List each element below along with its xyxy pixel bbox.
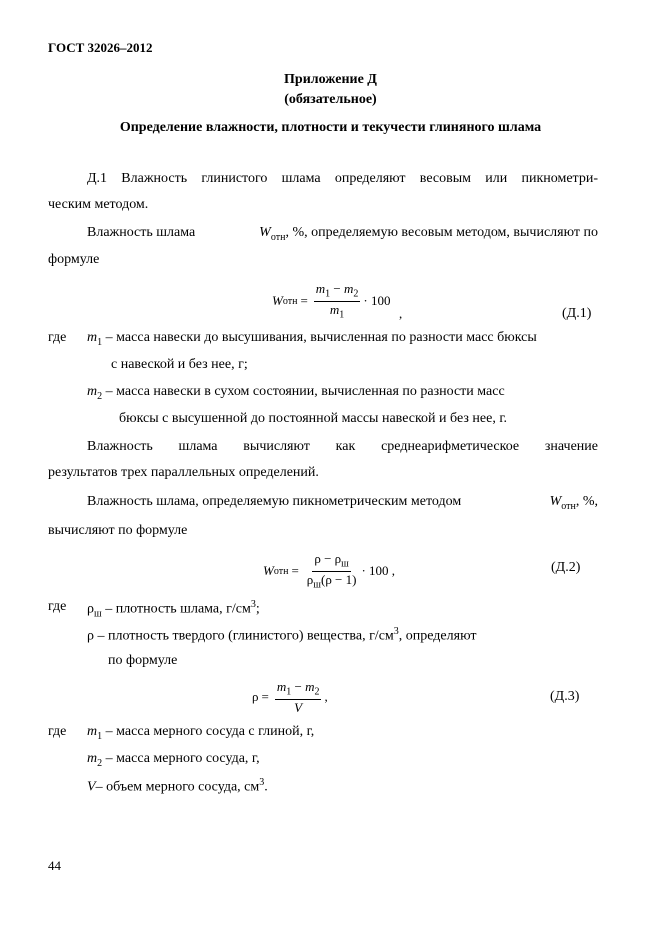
where3-item1: $m_1$ – масса мерного сосуда с глиной, г,	[87, 724, 315, 742]
formula-d1-comma: ,	[399, 306, 403, 321]
appendix-status: (обязательное)	[284, 92, 377, 107]
para4-line1	[87, 495, 598, 512]
para2-text-a: Влажность шлама	[87, 225, 196, 240]
where2-item1: $\rho_ш$ – плотность шлама, $г/см^3$;	[87, 599, 260, 620]
para3-line2: результатов трех параллельных определений.	[48, 465, 319, 480]
where1-item1: $m_1$ – масса навески до высушивания, вычисленная по разности масс бюксы	[87, 330, 537, 348]
formula-d1: W отн = $\frac{m_1 - m_2}{m_1}$ · 100	[272, 281, 391, 321]
appendix-heading: Определение влажности, плотности и текучести глиняного шлама	[119, 120, 542, 135]
para2-line2: формуле	[48, 252, 100, 267]
where2-item2: ρ – плотность твердого (глинистого) вещества, $г/см^3$, определяют	[87, 626, 477, 644]
formula-d2-fraction: $\frac{\rho - \rho_ш}{\rho_ш(\rho - 1)}$	[306, 551, 357, 591]
document-header: ГОСТ 32026–2012	[48, 40, 153, 55]
formula-d2: W отн = $\frac{\rho - \rho_ш}{\rho_ш(\rho - 1)}$ · 100 ,	[263, 551, 396, 591]
where3-label: где	[48, 724, 67, 739]
where3-item2: $m_2$ – масса мерного сосуда, г,	[87, 751, 260, 769]
where2-item2-cont: по формуле	[108, 653, 178, 668]
para4-text-a: Влажность шлама, определяемую пикнометрическим методом	[87, 494, 462, 509]
where3-item3: V– объем мерного сосуда, $см^3$.	[87, 777, 268, 795]
where1-item2-cont: бюксы с высушенной до постоянной массы навеской и без нее, г.	[119, 411, 507, 426]
para1-line1: Д.1 Влажность глинистого шлама определяют весовым или пикнометри-	[87, 171, 598, 186]
para4-line2: вычисляют по формуле	[48, 523, 188, 538]
para2-variable: $W_{отн}$, %, определяемую весовым методом, вычисляют по	[259, 225, 598, 243]
formula-d3-fraction: $\frac{m_1 - m_2}{V}$	[276, 679, 320, 715]
para1-line2: ческим методом.	[48, 197, 149, 212]
page-number: 44	[48, 858, 61, 873]
formula-d1-number: (Д.1)	[562, 306, 592, 321]
formula-d3-number: (Д.3)	[550, 689, 580, 704]
formula-d3: ρ = $\frac{m_1 - m_2}{V}$ ,	[252, 679, 328, 715]
where1-item2: $m_2$ – масса навески в сухом состоянии, вычисленная по разности масс	[87, 384, 505, 402]
where1-label: где	[48, 330, 67, 345]
para4-variable: $W_{отн}$, %,	[549, 494, 598, 512]
formula-d1-fraction: $\frac{m_1 - m_2}{m_1}$	[315, 281, 359, 321]
where1-item1-cont: с навеской и без нее, г;	[111, 357, 248, 372]
where2-label: где	[48, 599, 67, 614]
para3-line1: Влажность шлама вычисляют как среднеарифметическое значение	[87, 439, 598, 454]
formula-d2-number: (Д.2)	[551, 560, 581, 575]
para2-line1	[87, 226, 598, 243]
appendix-title: Приложение Д	[284, 72, 377, 87]
